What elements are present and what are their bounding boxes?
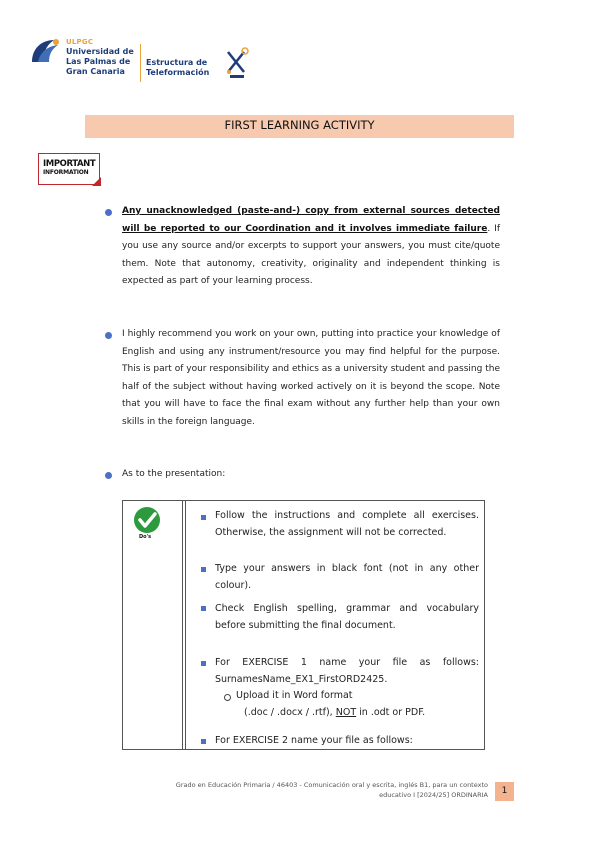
page-footer — [80, 780, 488, 800]
footer-course-line1: Grado en Educación Primaria / 46403 - Comunicación oral y escrita, inglés B1, para un contexto — [175, 781, 488, 789]
circle-bullet-icon — [224, 694, 231, 701]
plagiarism-warning-text: . If you use any source and/or excerpts to support your answers, you must cite/quote them. Note that autonomy, creativity, originality and independent thinking is expected as part of your learning process. — [122, 223, 501, 287]
subitem-word-format — [236, 687, 476, 721]
important-badge-line2: INFORMATION — [43, 169, 89, 176]
ulpgc-logo — [28, 34, 138, 82]
important-badge-line1: IMPORTANT — [43, 159, 96, 169]
table-item-black-font: Type your answers in black font (not in any other colour). — [215, 563, 479, 591]
table-divider — [182, 501, 183, 749]
paragraph-presentation-intro: As to the presentation: — [122, 469, 226, 479]
page-title: FIRST LEARNING ACTIVITY — [85, 115, 514, 138]
bullet-icon — [105, 332, 112, 339]
ulpgc-emblem-icon — [28, 36, 64, 66]
square-bullet-icon — [201, 567, 206, 572]
table-item-exercise1-filename: For EXERCISE 1 name your file as follows: SurnamesName_EX1_FirstORD2425. — [215, 657, 479, 685]
plagiarism-warning-bold: Any unacknowledged (paste-and-) copy from external sources detected will be reported to our Coordination and it involves immediate failure — [122, 206, 500, 234]
header-separator — [140, 44, 141, 82]
subitem-exclusions: in .odt or PDF. — [356, 707, 426, 718]
table-item-exercise2-filename: For EXERCISE 2 name your file as follows: — [215, 735, 413, 746]
subitem-formats: (.doc / .docx / .rtf), — [244, 707, 336, 718]
square-bullet-icon — [201, 606, 206, 611]
page-number: 1 — [495, 782, 514, 801]
footer-course-line2: educativo I [2024/25] ORDINARIA — [379, 791, 488, 799]
dos-table — [122, 500, 485, 750]
subitem-line2 — [236, 704, 476, 721]
important-badge-frame — [38, 153, 100, 185]
checkmark-icon — [132, 506, 162, 534]
teleformacion-logo-icon — [224, 46, 250, 80]
unit-name: Estructura de Teleformación — [146, 58, 210, 77]
bullet-icon — [105, 472, 112, 479]
paragraph-work-on-your-own: I highly recommend you work on your own, putting into practice your knowledge of English and using any instrument/resource you may find helpful for the purpose. This is part of your responsibility and ethics as a university student and passing the half of the subject without having worked actively on it is beyond the scope. Note that you will have to face the final exam without any further help than your own skills in the foreign language. — [122, 329, 500, 427]
square-bullet-icon — [201, 515, 206, 520]
table-item-check-spelling: Check English spelling, grammar and vocabulary before submitting the final document. — [215, 603, 479, 631]
bullet-icon — [105, 209, 112, 216]
subitem-not: NOT — [335, 707, 357, 718]
table-divider — [185, 501, 186, 749]
university-name: Universidad de Las Palmas de Gran Canaria — [66, 47, 134, 76]
square-bullet-icon — [201, 739, 206, 744]
paragraph-plagiarism-warning — [122, 203, 500, 291]
page-header — [28, 34, 258, 84]
badge-fold-icon — [92, 177, 101, 186]
square-bullet-icon — [201, 661, 206, 666]
important-information-badge — [36, 151, 104, 191]
subitem-line1: Upload it in Word format — [236, 690, 353, 701]
ulpgc-acronym: ULPGC — [66, 38, 94, 46]
table-item-follow-instructions: Follow the instructions and complete all exercises. Otherwise, the assignment will not be corrected. — [215, 510, 479, 538]
dos-label: Do's — [139, 534, 152, 540]
